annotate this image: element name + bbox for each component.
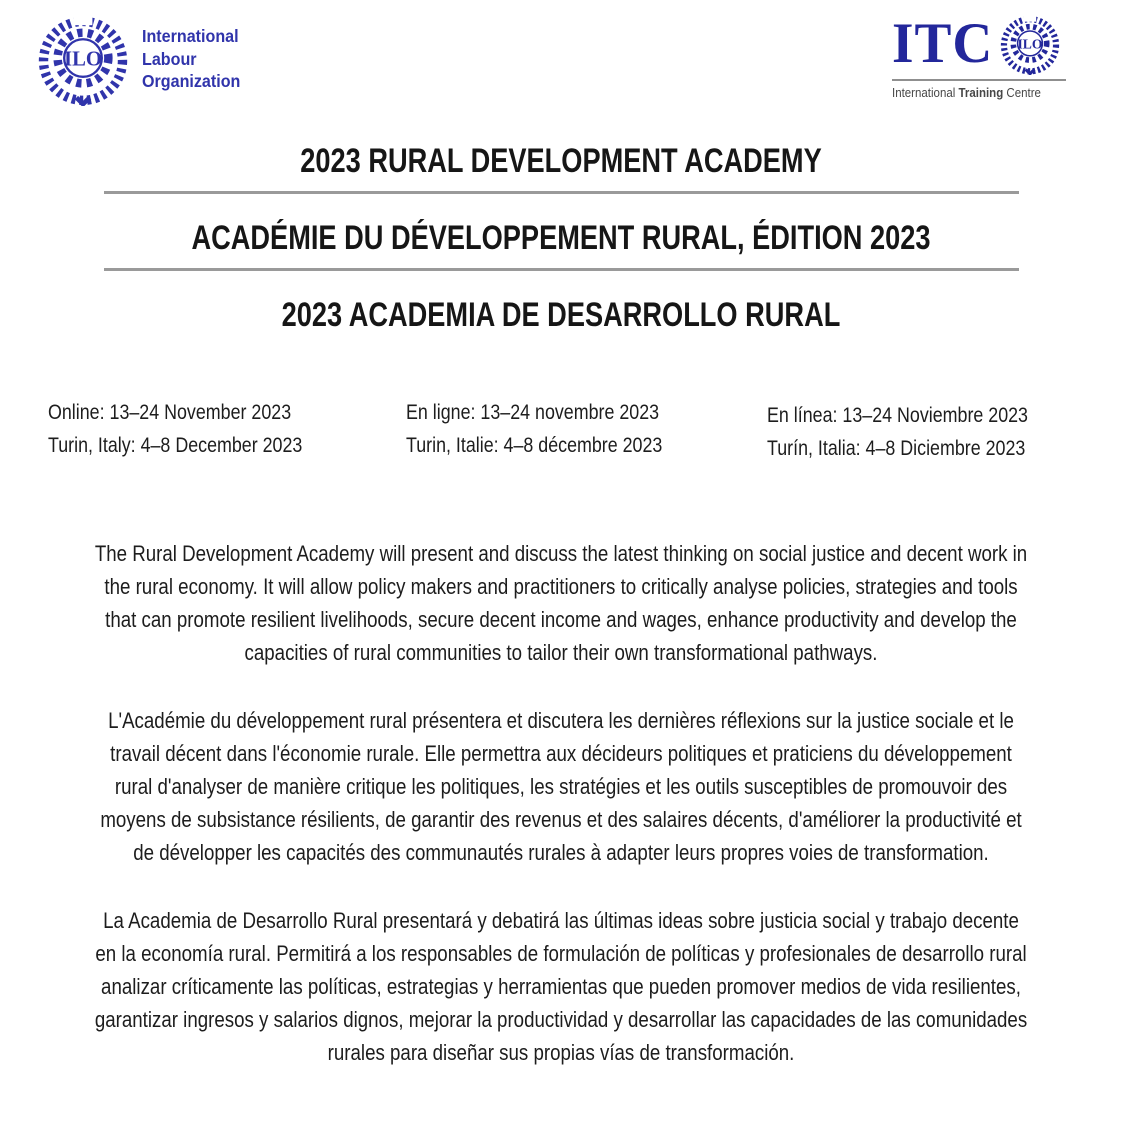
itc-emblem-text: ILO — [1017, 36, 1043, 52]
ilo-logo — [36, 12, 249, 106]
ilo-org-name-line1: International — [142, 26, 239, 47]
paragraph-spanish — [94, 904, 1029, 1069]
title-divider-2 — [104, 268, 1019, 271]
itc-acronym: ITC — [892, 12, 994, 75]
itc-caption-bold: Training — [958, 86, 1004, 100]
dates-english-line1: Online: 13–24 November 2023 — [48, 401, 292, 424]
ilo-org-name-line2: Labour — [142, 48, 197, 69]
dates-row — [48, 396, 1074, 465]
title-block — [0, 142, 1122, 334]
dates-spanish — [767, 399, 1028, 465]
title-english: 2023 RURAL DEVELOPMENT ACADEMY — [300, 142, 822, 180]
paragraph-english-text: The Rural Development Academy will present and discuss the latest thinking on social justice and decent work in the rural economy. It will allow policy makers and practitioners to critically analyse policies, strategies and tools that can promote resilient livelihoods, secure decent income and wages, enhance productivity and develop the capacities of rural communities to tailor their own transformational pathways. — [94, 541, 1028, 665]
paragraph-english — [94, 537, 1029, 669]
ilo-emblem-icon — [36, 12, 130, 106]
title-divider-1 — [104, 191, 1019, 194]
itc-logo — [892, 12, 1066, 100]
dates-french — [406, 396, 662, 465]
dates-spanish-line2: Turín, Italia: 4–8 Diciembre 2023 — [766, 437, 1026, 460]
itc-emblem-icon — [999, 13, 1061, 75]
dates-french-line2: Turin, Italie: 4–8 décembre 2023 — [406, 434, 663, 457]
dates-english — [48, 396, 302, 465]
header — [0, 0, 1122, 112]
intro-paragraphs — [0, 537, 1122, 1069]
itc-caption-pre: International — [892, 86, 959, 100]
dates-french-line1: En ligne: 13–24 novembre 2023 — [406, 401, 660, 424]
itc-logo-top — [892, 12, 1066, 76]
itc-divider — [892, 79, 1066, 81]
dates-english-line2: Turin, Italy: 4–8 December 2023 — [48, 434, 303, 457]
ilo-org-name — [142, 25, 240, 93]
paragraph-spanish-text: La Academia de Desarrollo Rural presentará y debatirá las últimas ideas sobre justicia social y trabajo decente en la economía rural. Permitirá a los responsables de formulación de políticas y profesionales de desarrollo rural analizar críticamente las políticas, estrategias y herramientas que pueden promover medios de vida resilientes, garantizar ingresos y salarios dignos, mejorar la productividad y desarrollar las capacidades de las comunidades rurales para diseñar sus propias vías de transformación. — [94, 908, 1028, 1065]
paragraph-french — [94, 704, 1029, 869]
itc-caption-post: Centre — [1003, 86, 1041, 100]
dates-spanish-line1: En línea: 13–24 Noviembre 2023 — [766, 404, 1028, 427]
itc-caption — [892, 86, 1052, 100]
title-spanish: 2023 ACADEMIA DE DESARROLLO RURAL — [281, 296, 841, 334]
paragraph-french-text: L'Académie du développement rural présentera et discutera les dernières réflexions sur la justice sociale et le travail décent dans l'économie rurale. Elle permettra aux décideurs politiques et praticiens du développement rural d'analyser de manière critique les politiques, les stratégies et les outils susceptibles de promouvoir des moyens de subsistance résilients, de garantir des revenus et des salaires décents, d'améliorer la productivité et de développer les capacités des communautés rurales à adapter leurs propres voies de transformation. — [100, 708, 1022, 865]
ilo-emblem-text: ILO — [64, 48, 102, 71]
ilo-org-name-line3: Organization — [142, 71, 241, 92]
title-french: ACADÉMIE DU DÉVELOPPEMENT RURAL, ÉDITION 2023 — [191, 219, 931, 257]
